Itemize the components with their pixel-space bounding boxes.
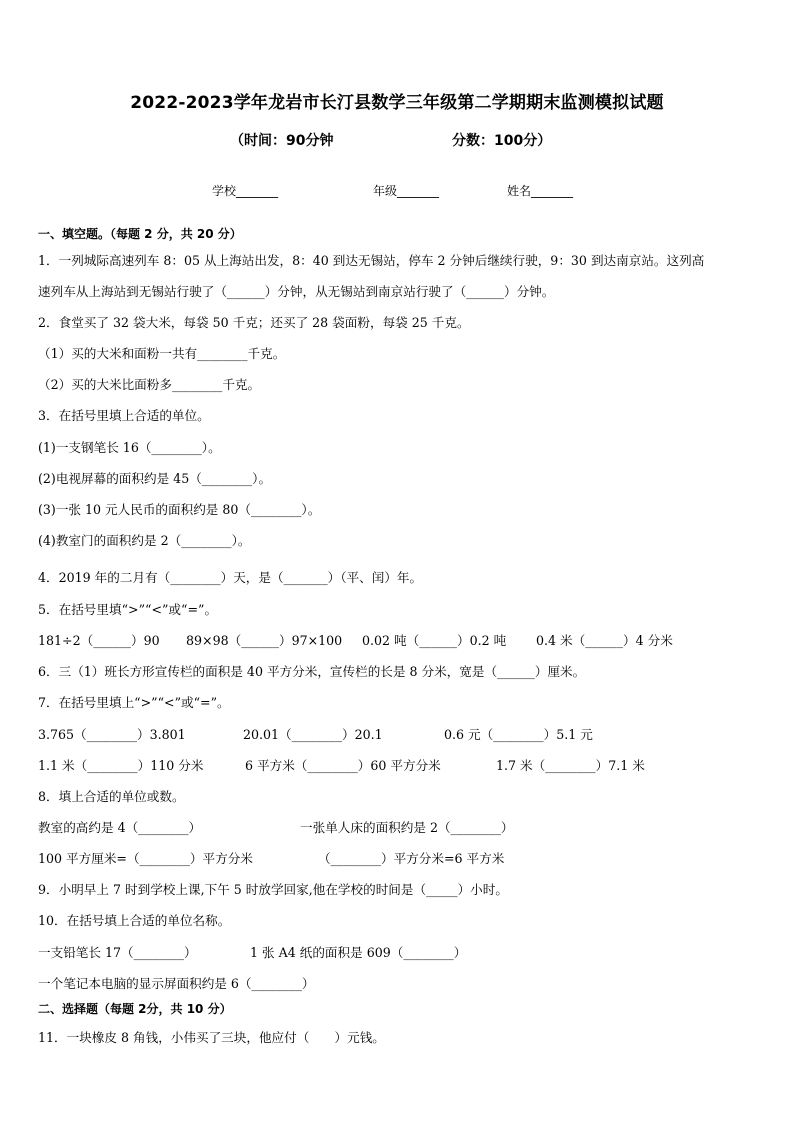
time-info: （时间：90分钟 [230, 133, 334, 149]
question-8-item: 一张单人床的面积约是 2（________） [300, 820, 514, 835]
page-title: 2022-2023学年龙岩市长汀县数学三年级第二学期期末监测模拟试题 [130, 93, 664, 113]
question-8: 8．填上合适的单位或数。 [38, 789, 185, 804]
question-7-item: 0.6 元（________）5.1 元 [444, 727, 593, 742]
question-3-part-1: (1)一支钢笔长 16（________）。 [38, 440, 221, 455]
question-2: 2．食堂买了 32 袋大米，每袋 50 千克；还买了 28 袋面粉，每袋 25 千克。 [38, 315, 470, 330]
question-5-item: 0.4 米（______）4 分米 [536, 633, 673, 648]
school-field[interactable]: 学校_______ [212, 184, 279, 198]
question-2-part-2: （2）买的大米比面粉多________千克。 [38, 377, 261, 392]
question-1-line-1: 1．一列城际高速列车 8：05 从上海站出发，8：40 到达无锡站，停车 2 分钟后继续行驶，9：30 到达南京站。这列高 [38, 253, 705, 268]
question-3-part-2: (2)电视屏幕的面积约是 45（________）。 [38, 471, 272, 486]
question-10: 10．在括号填上合适的单位名称。 [38, 913, 231, 928]
question-7-item: 20.01（________）20.1 [243, 727, 383, 742]
section-heading-fill: 一、填空题。（每题 2 分，共 20 分） [38, 227, 242, 241]
question-10-item: 一支铅笔长 17（________） [38, 945, 197, 960]
question-3: 3．在括号里填上合适的单位。 [38, 408, 210, 423]
question-5-item: 181÷2（______）90 [38, 633, 160, 648]
question-5-item: 89×98（______）97×100 [186, 633, 343, 648]
question-5-item: 0.02 吨（______）0.2 吨 [362, 633, 507, 648]
question-3-part-3: (3)一张 10 元人民币的面积约是 80（________）。 [38, 502, 321, 517]
question-7: 7．在括号里填上“>”“<”或“=”。 [38, 695, 230, 710]
question-7-item: 3.765（________）3.801 [38, 727, 186, 742]
question-5: 5．在括号里填“>”“<”或“=”。 [38, 602, 218, 617]
question-7-item: 1.1 米（________）110 分米 [38, 758, 204, 773]
question-8-item: （________）平方分米=6 平方米 [318, 851, 505, 866]
question-3-part-4: (4)教室门的面积约是 2（________）。 [38, 533, 251, 548]
question-8-item: 100 平方厘米=（________）平方分米 [38, 851, 253, 866]
question-8-item: 教室的高约是 4（________） [38, 820, 202, 835]
question-7-item: 1.7 米（________）7.1 米 [496, 758, 645, 773]
question-1-line-2: 速列车从上海站到无锡站行驶了（______）分钟，从无锡站到南京站行驶了（______）分钟。 [38, 284, 555, 299]
question-2-part-1: （1）买的大米和面粉一共有________千克。 [38, 346, 286, 361]
grade-field[interactable]: 年级_______ [373, 184, 440, 198]
question-10-item: 一个笔记本电脑的显示屏面积约是 6（________） [38, 976, 315, 991]
question-10-item: 1 张 A4 纸的面积是 609（________） [250, 945, 467, 960]
question-4: 4．2019 年的二月有（________）天，是（_______）（平、闰）年。 [38, 570, 423, 585]
question-6: 6．三（1）班长方形宣传栏的面积是 40 平方分米，宣传栏的长是 8 分米，宽是（______）厘米。 [38, 664, 586, 679]
question-7-item: 6 平方米（________）60 平方分米 [245, 758, 441, 773]
score-info: 分数：100分） [452, 133, 552, 149]
question-11: 11．一块橡皮 8 角钱，小伟买了三块，他应付（ ）元钱。 [38, 1030, 385, 1045]
question-9: 9．小明早上 7 时到学校上课,下午 5 时放学回家,他在学校的时间是（_____）小时。 [38, 882, 508, 897]
name-field[interactable]: 姓名_______ [507, 184, 574, 198]
section-heading-choice: 二、选择题（每题 2分，共 10 分） [38, 1002, 232, 1016]
